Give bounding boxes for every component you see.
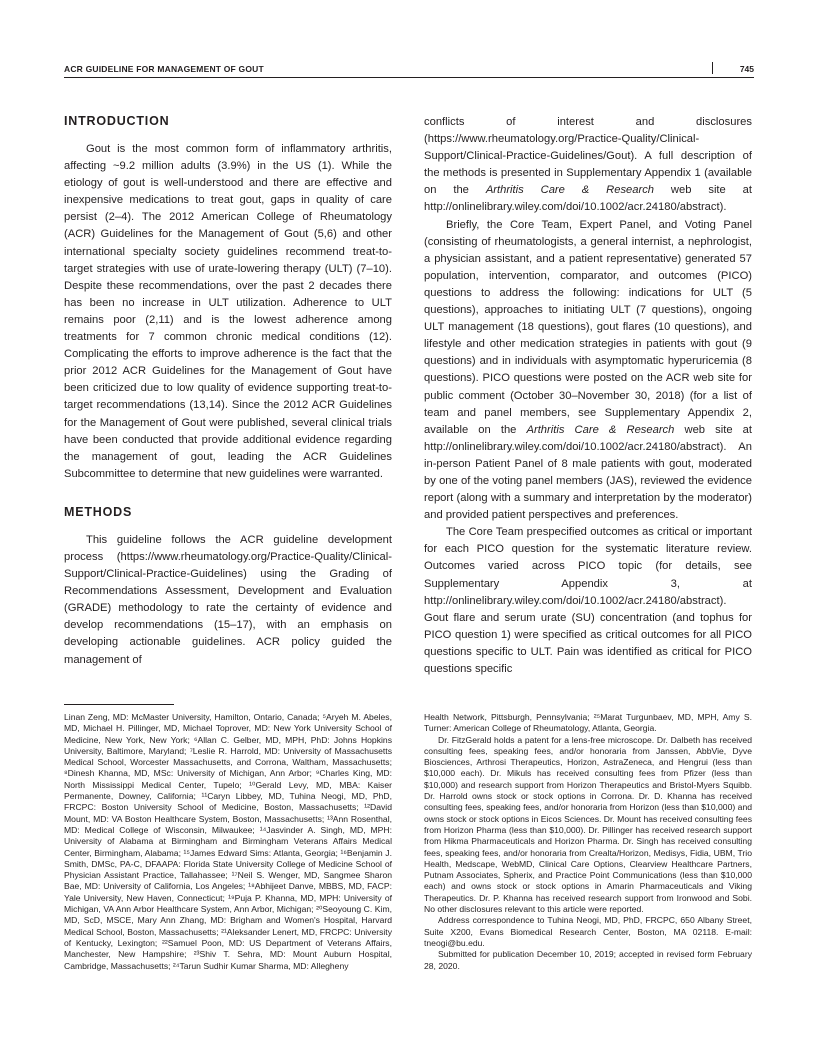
author-affiliations: Linan Zeng, MD: McMaster University, Hamilton, Ontario, Canada; ⁵Aryeh M. Abeles, MD, Michael H. Pillinger, MD, Michael Toprover, MD: New York University School of Medicine, New York, New York; ⁶Allan C. Gelber, MD, MPH, PhD: Johns Hopkins University, Baltimore, Maryland; ⁷Leslie R. Harrold, MD: University of Massachusetts Medical School, Worcester Massachusetts, and Corrona, Waltham, Massachusetts; ⁸Dinesh Khanna, MD, MSc: University of Michigan, Ann Arbor; ⁹Charles King, MD: North Mississippi Medical Center, Tupelo; ¹⁰Gerald Levy, MD, MBA: Kaiser Permanente, Downey, California; ¹¹Caryn Libbey, MD, Tuhina Neogi, MD, PhD, FRCPC: Boston University School of Medicine, Boston, Massachusetts; ¹²David Mount, MD: VA Boston Healthcare System, Boston, Massachusetts; ¹³Ann Rosenthal, MD: Medical College of Wisconsin, Milwaukee; ¹⁴Jasvinder A. Singh, MD, MPH: University of Alabama at Birmingham and Birmingham Veterans Affairs Medical Center, Birmingham, Alabama; ¹⁵James Edward Sims: Atlanta, Georgia; ¹⁶Benjamin J. Smith, DMSc, PA-C, DFAAPA: Florida State University College of Medicine School of Physician Assistant Practice, Tallahassee; ¹⁷Neil S. Wenger, MD, Sangmee Sharon Bae, MD: University of California, Los Angeles; ¹⁸Abhijeet Danve, MBBS, MD, FACP: Yale University, New Haven, Connecticut; ¹⁹Puja P. Khanna, MD, MPH: University of Michigan, VA Ann Arbor Healthcare System, Ann Arbor, Michigan; ²⁰Seoyoung C. Kim, MD, ScD, MSCE, Mary Ann Zhang, MD: Brigham and Women's Hospital, Harvard Medical School, Boston, Massachusetts; ²¹Aleksander Lenert, MD, FRCPC: University of Kentucky, Lexington; ²²Samuel Poon, MD: US Department of Veterans Affairs, Manchester, New Hampshire; ²³Shiv T. Sehra, MD: Mount Auburn Hospital, Cambridge, Massachusetts; ²⁴Tarun Sudhir Kumar Sharma, MD: Allegheny (64, 712, 392, 971)
left-column (64, 114, 392, 669)
submission-dates: Submitted for publication December 10, 2019; accepted in revised form February 28, 2020. (424, 949, 752, 971)
header-rule (64, 77, 754, 78)
journal-name: Arthritis Care & Research (526, 423, 675, 436)
header-divider (712, 62, 713, 74)
outcomes-paragraph: The Core Team prespecified outcomes as critical or important for each PICO question for the systematic literature review. Outcomes varied across PICO topic (for details, see Supplementary Appendix 3, at http://onlinelibrary.wiley.com/doi/10.1002/acr.24180/abstract). Gout flare and serum urate (SU) concentration (and tophus for PICO question 1) were specified as critical outcomes for all PICO questions specific to ULT. Pain was identified as critical for PICO questions specific (424, 526, 752, 675)
methods-section (64, 505, 392, 669)
correspondence: Address correspondence to Tuhina Neogi, MD, PhD, FRCPC, 650 Albany Street, Suite X200, Evans Biomedical Research Center, Boston, MA 02118. E-mail: tneogi@bu.edu. (424, 915, 752, 948)
footnotes-left (64, 712, 392, 972)
right-column (424, 114, 752, 678)
journal-name: Arthritis Care & Research (485, 184, 655, 197)
methods-continuation-paragraph: conflicts of interest and disclosures (https://www.rheumatology.org/Practice-Quality/Clinical-Support/Clinical-Practice-Guidelines/Gout). A full description of the methods is presented in Supplementary Appendix 1 (available on the Arthritis Care & Research web site at http://onlinelibrary.wiley.com/doi/10.1002/acr.24180/abstract). (424, 116, 752, 214)
running-head (64, 62, 754, 78)
page-number: 745 (739, 64, 754, 74)
running-title: ACR GUIDELINE FOR MANAGEMENT OF GOUT (64, 64, 264, 74)
introduction-paragraph: Gout is the most common form of inflammatory arthritis, affecting ~9.2 million adults (3.9%) in the US (1). While the etiology of gout is well-understood and there are effective and inexpensive medications to treat gout, gaps in quality of care persist (2–4). The 2012 American College of Rheumatology (ACR) Guidelines for the Management of Gout (5,6) and other international specialty society guidelines recommend treat-to-target strategies with use of urate-lowering therapy (ULT) (7–10). Despite these recommendations, over the past 2 decades there has been no increase in ULT utilization. Adherence to ULT remains poor (2,11) and is the lowest adherence among treatments for 7 common chronic medical conditions (12). Complicating the efforts to improve adherence is the fact that the prior 2012 ACR Guidelines for the Management of Gout have been criticized due to low quality of evidence supporting treat-to-target recommendations (13,14). Since the 2012 ACR Guidelines for the Management of Gout were published, several clinical trials have been conducted that provide additional evidence regarding the management of gout, leading the ACR Guidelines Subcommittee to determine that new guidelines were warranted. (64, 143, 392, 480)
footnote-rule (64, 704, 174, 705)
disclosures: Dr. FitzGerald holds a patent for a lens-free microscope. Dr. Dalbeth has received consulting fees, speaking fees, and/or honoraria from Janssen, AbbVie, Dyve Biosciences, Arthrosi Therapeutics, Horizon, AstraZeneca, and Hengrui (less than $10,000 each). Dr. Mikuls has received consulting fees from Pfizer (less than $10,000) and research support from Horizon Therapeutics and Bristol-Myers Squibb. Dr. Harrold owns stock or stock options in Corrona. Dr. D. Khanna has received consulting fees, speaking fees, and/or honoraria from Horizon (less than $10,000) and owns stock or stock options in Eicos Sciences. Dr. Mount has received consulting fees from Horizon Pharma (less than $10,000). Dr. Pillinger has received research support from Hikma Pharmaceuticals and Horizon Pharma. Dr. Singh has received consulting fees, speaking fees, and/or honoraria from Crealta/Horizon, Medisys, Fidia, UBM, Trio Health, Medscape, WebMD, Clinical Care Options, Clearview Healthcare Partners, Putnam Associates, Spherix, and Practice Point Communications (less than $10,000 each) and owns stock or stock options in Amarin Pharmaceuticals and Viking Therapeutics. Dr. P. Khanna has received research support from Ironwood and Sobi. No other disclosures relevant to this article were reported. (424, 734, 752, 915)
pico-paragraph: Briefly, the Core Team, Expert Panel, and Voting Panel (consisting of rheumatologists, a general internist, a nephrologist, a physician assistant, and a patient representative) generated 57 population, intervention, comparator, and outcomes (PICO) questions to address the following: indications for ULT (5 questions), approaches to initiating ULT (7 questions), ongoing ULT management (18 questions), gout flares (10 questions), and lifestyle and other medication strategies in patients with gout (9 questions) and in individuals with asymptomatic hyperuricemia (8 questions). PICO questions were posted on the ACR web site for public comment (October 30–November 30, 2018) (for a list of team and panel members, see Supplementary Appendix 2, available on the Arthritis Care & Research web site at http://onlinelibrary.wiley.com/doi/10.1002/acr.24180/abstract). An in-person Patient Panel of 8 male patients with gout, moderated by one of the voting panel members (JAS), reviewed the evidence report (along with a summary and interpretation by the moderator) and provided patient perspectives and preferences. (424, 218, 752, 522)
introduction-heading: INTRODUCTION (64, 114, 170, 128)
methods-paragraph: This guideline follows the ACR guideline development process (https://www.rheumatology.org/Practice-Quality/Clinical-Support/Clinical-Practice-Guidelines) using the Grading of Recommendations Assessment, Development and Evaluation (GRADE) methodology to rate the certainty of evidence and develop recommendations (15–17), with an emphasis on developing actionable guidelines. ACR policy guided the management of (64, 533, 392, 666)
footnotes-right (424, 712, 752, 972)
methods-heading: METHODS (64, 504, 133, 519)
author-affiliations-continued: Health Network, Pittsburgh, Pennsylvania; ²⁵Marat Turgunbaev, MD, MPH, Amy S. Turner: American College of Rheumatology, Atlanta, Georgia. (424, 712, 752, 734)
